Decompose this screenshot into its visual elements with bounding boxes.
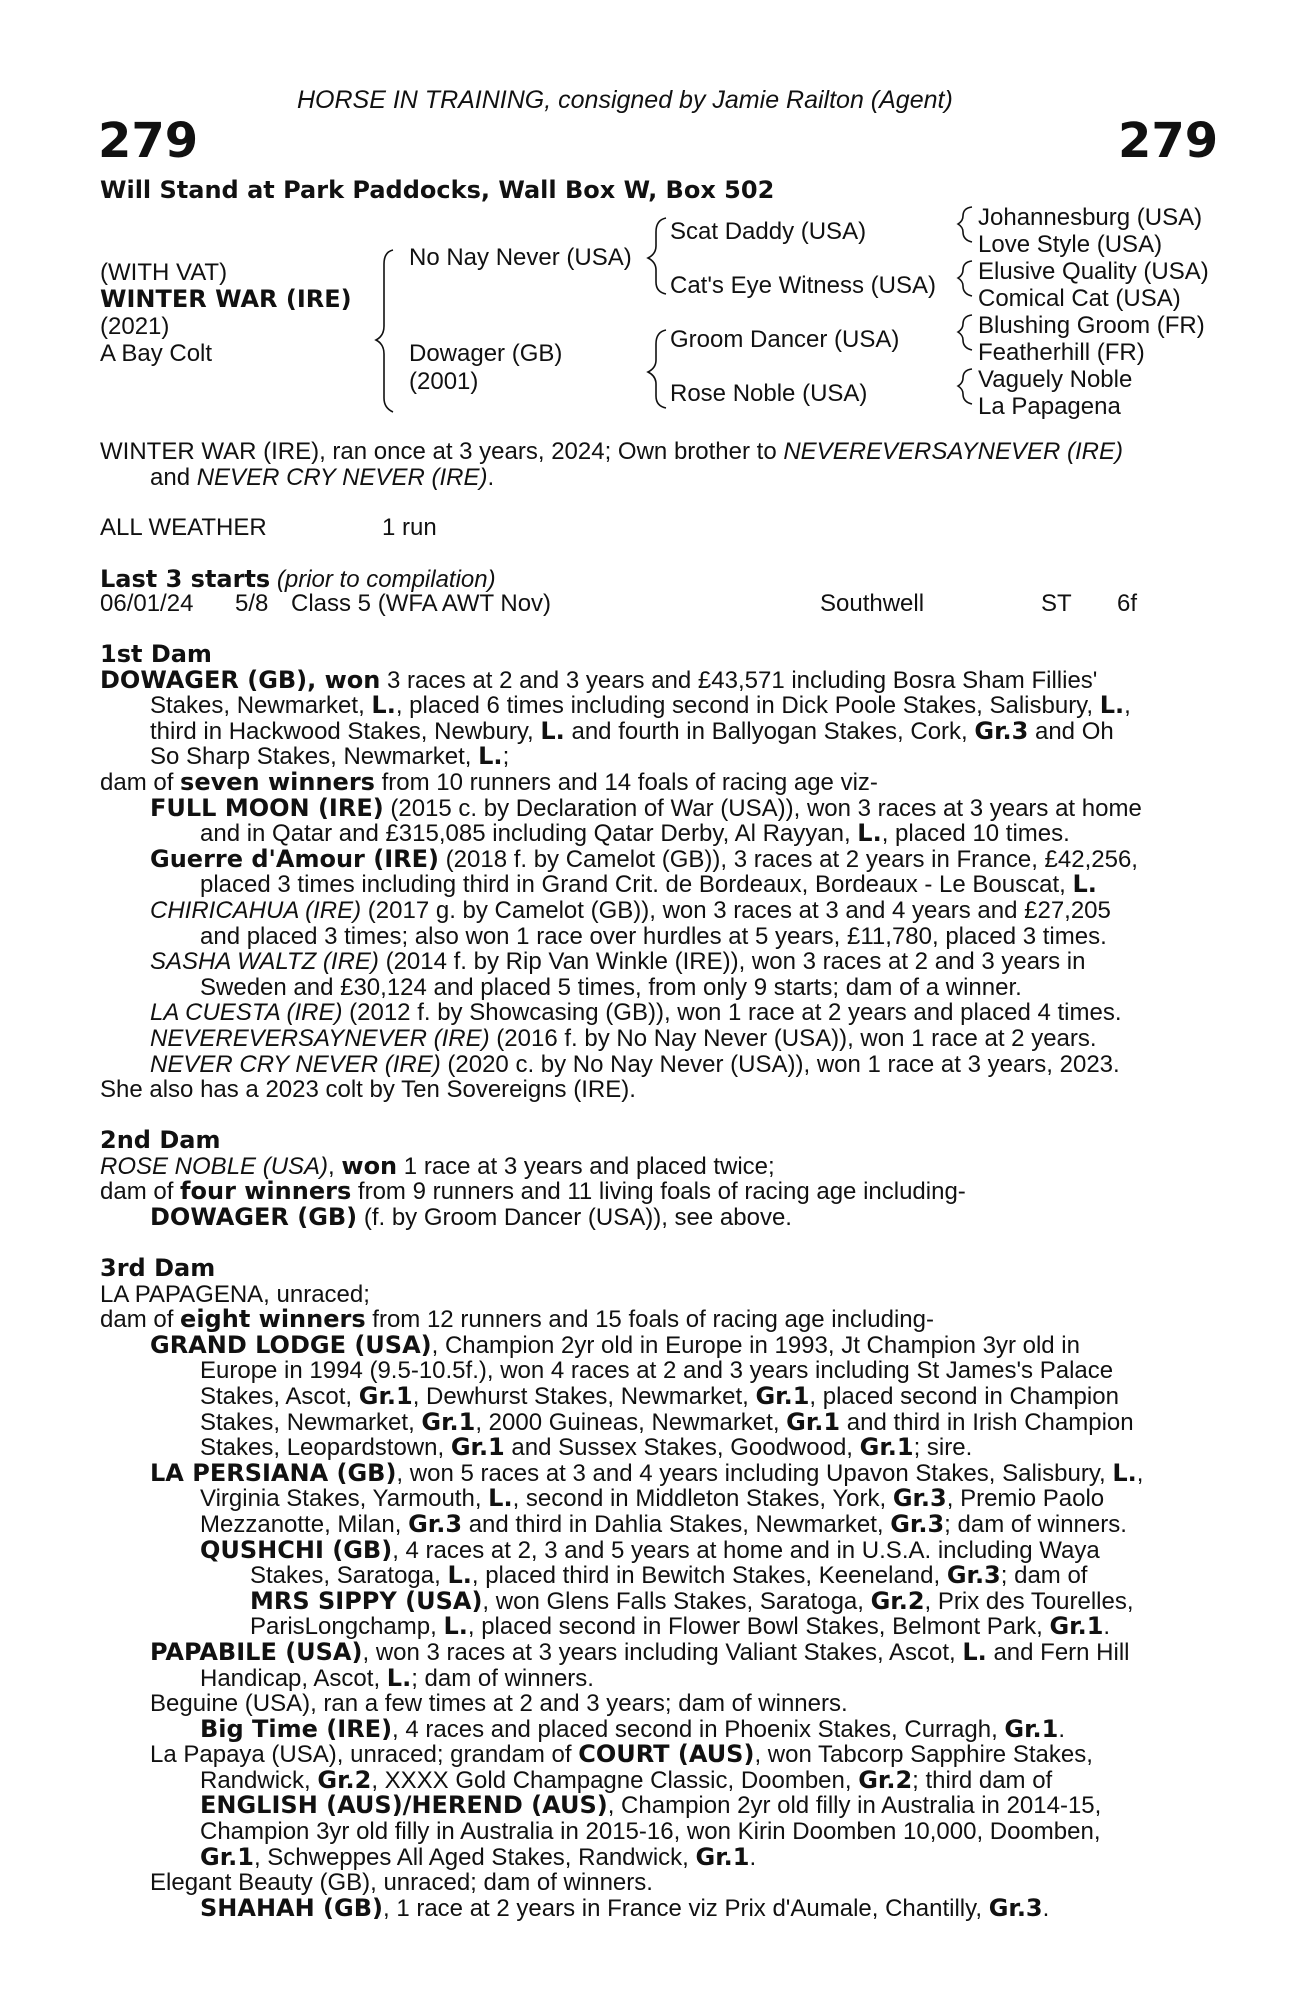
pedigree-g4: Comical Cat (USA) [978, 285, 1181, 312]
pedigree-g7: Vaguely Noble [978, 366, 1133, 393]
start-race: Class 5 (WFA AWT Nov) [291, 590, 552, 617]
third-dam-section: 3rd Dam LA PAPAGENA, unraced; dam of eight winners from 12 runners and 15 foals of racing age including- GRAND LODGE (USA), Champion 2yr old in Europe in 1993, Jt Champion 3yr old in Europe in 1994 (9.5-10.5f.), won 4 races at 2 and 3 years including St James's Palace Stakes, Ascot, Gr.1, Dewhurst Stakes, Newmarket, Gr.1, placed second in Champion Stakes, Newmarket, Gr.1, 2000 Guineas, Newmarket, Gr.1 and third in Irish Champion Stakes, Leopardstown, Gr.1 and Sussex Stakes, Goodwood, Gr.1; sire. LA PERSIANA (GB), won 5 races at 3 and 4 years including Upavon Stakes, Salisbury, L., Virginia Stakes, Yarmouth, L., second in Middleton Stakes, York, Gr.3, Premio Paolo Mezzanotte, Milan, Gr.3 and third in Dahlia Stakes, Newmarket, Gr.3; dam of winners. QUSHCHI (GB), 4 races at 2, 3 and 5 years at home and in U.S.A. including Waya Stakes, Saratoga, L., placed third in Bewitch Stakes, Keeneland, Gr.3; dam of MRS SIPPY (USA), won Glens Falls Stakes, Saratoga, Gr.2, Prix des Tourelles, ParisLongchamp, L., placed second in Flower Bowl Stakes, Belmont Park, Gr.1. PAPABILE (USA), won 3 races at 3 years including Valiant Stakes, Ascot, L. and Fern Hill Handicap, Ascot, L.; dam of winners. Beguine (USA), ran a few times at 2 and 3 years; dam of winners. Big Time (IRE), 4 races and placed second in Phoenix Stakes, Curragh, Gr.1. La Papaya (USA), unraced; grandam of COURT (AUS), won Tabcorp Sapphire Stakes, Randwick, Gr.2, XXXX Gold Champagne Classic, Doomben, Gr.2; third dam of ENGLISH (AUS)/HEREND (AUS), Champion 2yr old filly in Australia in 2014-15, Champion 3yr old filly in Australia in 2015-16, won Kirin Doomben 10,000, Doomben, Gr.1, Schweppes All Aged Stakes, Randwick, Gr.1. Elegant Beauty (GB), unraced; dam of winners. SHAHAH (GB), 1 race at 2 years in France viz Prix d'Aumale, Chantilly, Gr.3. [100, 1256, 1206, 1921]
horse-name: WINTER WAR (IRE) [100, 285, 352, 313]
pedigree-sire-dam: Cat's Eye Witness (USA) [670, 272, 936, 299]
bracket-g12 [958, 207, 972, 242]
start-distance: 6f [1117, 590, 1138, 617]
summary-paragraph: WINTER WAR (IRE), ran once at 3 years, 2024; Own brother to NEVEREVERSAYNEVER (IRE) and NEVER CRY NEVER (IRE). [100, 438, 1123, 491]
start-course: Southwell [820, 590, 925, 617]
pedigree-g5: Blushing Groom (FR) [978, 312, 1205, 339]
pedigree-sire: No Nay Never (USA) [409, 244, 632, 271]
pedigree-dam-sire: Groom Dancer (USA) [670, 326, 900, 353]
start-position: 5/8 [235, 590, 269, 617]
pedigree-dam: Dowager (GB) [409, 340, 563, 367]
second-dam-section: 2nd Dam ROSE NOBLE (USA), won 1 race at 3 years and placed twice; dam of four winners from 9 runners and 11 living foals of racing age including- DOWAGER (GB) (f. by Groom Dancer (USA)), see above. [100, 1128, 1206, 1230]
bracket-g56 [958, 315, 972, 350]
record-surface: ALL WEATHER [100, 514, 267, 541]
bracket-dam [648, 330, 666, 408]
bracket-sire [648, 218, 666, 294]
pedigree-dam-dam: Rose Noble (USA) [670, 380, 868, 407]
second-dam-title: 2nd Dam [100, 1126, 221, 1154]
first-dam-title: 1st Dam [100, 640, 212, 668]
bracket-sire-dam [376, 250, 393, 412]
bracket-g78 [958, 369, 972, 404]
stand-location: Will Stand at Park Paddocks, Wall Box W, Box 502 [100, 176, 775, 204]
bracket-g34 [958, 261, 972, 296]
start-date: 06/01/24 [100, 590, 194, 617]
consignment-header: HORSE IN TRAINING, consigned by Jamie Railton (Agent) [297, 86, 953, 114]
lot-number-left: 279 [98, 113, 199, 169]
pedigree-g1: Johannesburg (USA) [978, 204, 1203, 231]
pedigree-dam-year: (2001) [409, 368, 479, 395]
start-going: ST [1041, 590, 1072, 617]
pedigree-g8: La Papagena [978, 393, 1121, 420]
last-starts-heading: Last 3 starts (prior to compilation) [100, 565, 496, 593]
horse-year: (2021) [100, 313, 170, 340]
pedigree-g3: Elusive Quality (USA) [978, 258, 1209, 285]
third-dam-title: 3rd Dam [100, 1254, 216, 1282]
horse-description: A Bay Colt [100, 340, 213, 367]
record-runs: 1 run [382, 514, 437, 541]
vat-note: (WITH VAT) [100, 259, 228, 286]
first-dam-section: 1st Dam DOWAGER (GB), won 3 races at 2 and 3 years and £43,571 including Bosra Sham Fillies' Stakes, Newmarket, L., placed 6 times including second in Dick Poole Stakes, Salisbury, L., third in Hackwood Stakes, Newbury, L. and fourth in Ballyogan Stakes, Cork, Gr.3 and Oh So Sharp Stakes, Newmarket, L.; dam of seven winners from 10 runners and 14 foals of racing age viz- FULL MOON (IRE) (2015 c. by Declaration of War (USA)), won 3 races at 3 years at home and in Qatar and £315,085 including Qatar Derby, Al Rayyan, L., placed 10 times. Guerre d'Amour (IRE) (2018 f. by Camelot (GB)), 3 races at 2 years in France, £42,256, placed 3 times including third in Grand Crit. de Bordeaux, Bordeaux - Le Bouscat, L. CHIRICAHUA (IRE) (2017 g. by Camelot (GB)), won 3 races at 3 and 4 years and £27,205 and placed 3 times; also won 1 race over hurdles at 5 years, £11,780, placed 3 times. SASHA WALTZ (IRE) (2014 f. by Rip Van Winkle (IRE)), won 3 races at 2 and 3 years in Sweden and £30,124 and placed 5 times, from only 9 starts; dam of a winner. LA CUESTA (IRE) (2012 f. by Showcasing (GB)), won 1 race at 2 years and placed 4 times. NEVEREVERSAYNEVER (IRE) (2016 f. by No Nay Never (USA)), won 1 race at 2 years. NEVER CRY NEVER (IRE) (2020 c. by No Nay Never (USA)), won 1 race at 3 years, 2023. She also has a 2023 colt by Ten Sovereigns (IRE). [100, 642, 1206, 1103]
pedigree-sire-sire: Scat Daddy (USA) [670, 218, 867, 245]
pedigree-g2: Love Style (USA) [978, 231, 1163, 258]
lot-number-right: 279 [1118, 113, 1219, 169]
pedigree-g6: Featherhill (FR) [978, 339, 1145, 366]
